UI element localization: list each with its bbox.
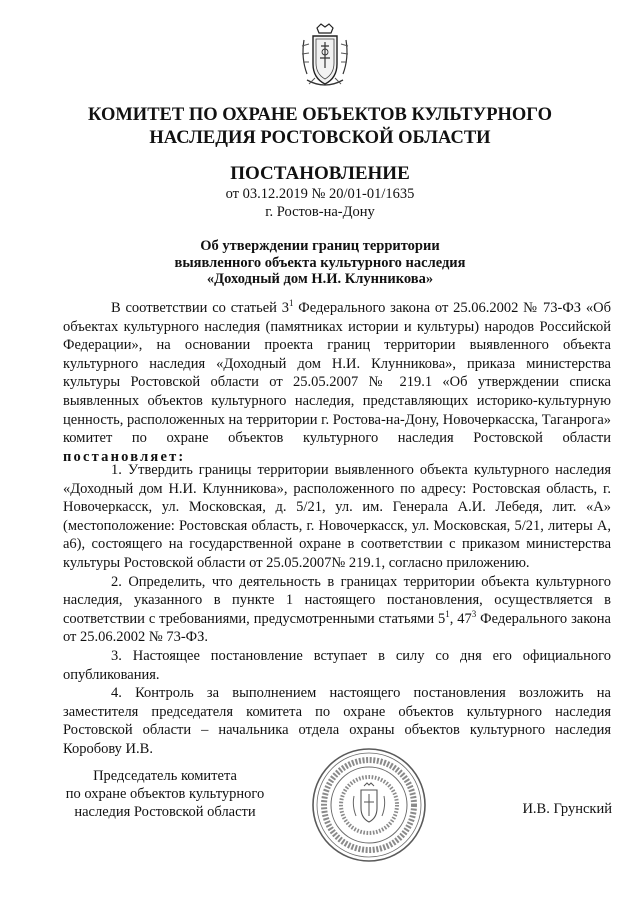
item-2-sup-2: 3 bbox=[471, 608, 477, 619]
committee-line-2: НАСЛЕДИЯ РОСТОВСКОЙ ОБЛАСТИ bbox=[149, 128, 491, 148]
item-4: 4. Контроль за выполнением настоящего постановления возложить на заместителя председателя комитета по охране объектов культурного наследия Ростовской области – начальника отдела охраны объектов культурного наследия Коробову И.В. bbox=[63, 685, 611, 757]
signer-name: И.В. Грунский bbox=[522, 801, 612, 817]
subject-line-1: Об утверждении границ территории bbox=[200, 238, 440, 254]
committee-line-1: КОМИТЕТ ПО ОХРАНЕ ОБЪЕКТОВ КУЛЬТУРНОГО bbox=[88, 105, 552, 125]
resolves-word: постановляет: bbox=[63, 448, 186, 465]
item-2-text-1: 2. Определить, что деятельность в границах территории объекта культурного наследия, указанного в пункте 1 настоящего постановления, осуществляется в соответствии с требованиями, предусмотренными статьями 5 bbox=[63, 573, 611, 627]
preamble-text-2: Федерального закона от 25.06.2002 № 73-ФЗ «Об объектах культурного наследия (памятниках истории и культуры) народов Российской Федерации», на основании проекта границ территории выявленного объекта культурного наследия «Доходный дом Н.И. Клунникова», приказа министерства культуры Ростовской области от 25.05.2007 № 219.1 «Об утверждении списка выявленных объектов культурного наследия, представляющих историко-культурную ценность, расположенных на территории г. Ростова-на-Дону, Новочеркасска, Таганрога» комитет по охране объектов культурного наследия Ростовской области bbox=[63, 300, 611, 447]
document-type: ПОСТАНОВЛЕНИЕ bbox=[230, 163, 410, 184]
item-2-sup-1: 1 bbox=[445, 608, 450, 619]
signer-position-line-1: Председатель комитета bbox=[93, 768, 237, 784]
signer-position-line-3: наследия Ростовской области bbox=[74, 804, 256, 820]
document-subject bbox=[0, 238, 640, 288]
signer-position-line-2: по охране объектов культурного bbox=[65, 786, 265, 802]
subject-line-3: «Доходный дом Н.И. Клунникова» bbox=[206, 271, 434, 287]
signer-position bbox=[56, 767, 274, 821]
resolution-items bbox=[63, 461, 611, 759]
preamble-sup: 1 bbox=[288, 298, 294, 309]
preamble bbox=[63, 299, 611, 466]
coat-of-arms-icon bbox=[299, 22, 351, 92]
item-1: 1. Утвердить границы территории выявленного объекта культурного наследия «Доходный дом Н.И. Клунникова», расположенного по адресу: Ростовская область, г. Новочеркасск, ул. Московская, д. 5/21, ул. им. Генерала А.И. Лебедя, лит. «А» (местоположение: Ростовская область, г. Новочеркасск, ул. Московская, 5/21, литеры А, а6), состоящего на государственной охране в соответствии с приказом министерства культуры Ростовской области от 25.05.2007№ 219.1, согласно приложению. bbox=[63, 462, 611, 571]
item-2-text-3: Федерального закона от 25.06.2002 № 73-ФЗ. bbox=[63, 610, 611, 646]
document-city: г. Ростов-на-Дону bbox=[265, 204, 375, 220]
preamble-paragraph bbox=[63, 299, 611, 466]
item-2 bbox=[63, 573, 611, 647]
item-3: 3. Настоящее постановление вступает в силу со дня его официального опубликования. bbox=[63, 647, 611, 683]
item-2-text-2: , 47 bbox=[449, 610, 472, 627]
committee-name bbox=[0, 104, 640, 150]
document-number: от 03.12.2019 № 20/01-01/1635 bbox=[225, 186, 415, 202]
subject-line-2: выявленного объекта культурного наследия bbox=[174, 254, 466, 271]
preamble-text-1: В соответствии со статьей 3 bbox=[111, 300, 289, 316]
official-seal-icon bbox=[310, 746, 428, 864]
